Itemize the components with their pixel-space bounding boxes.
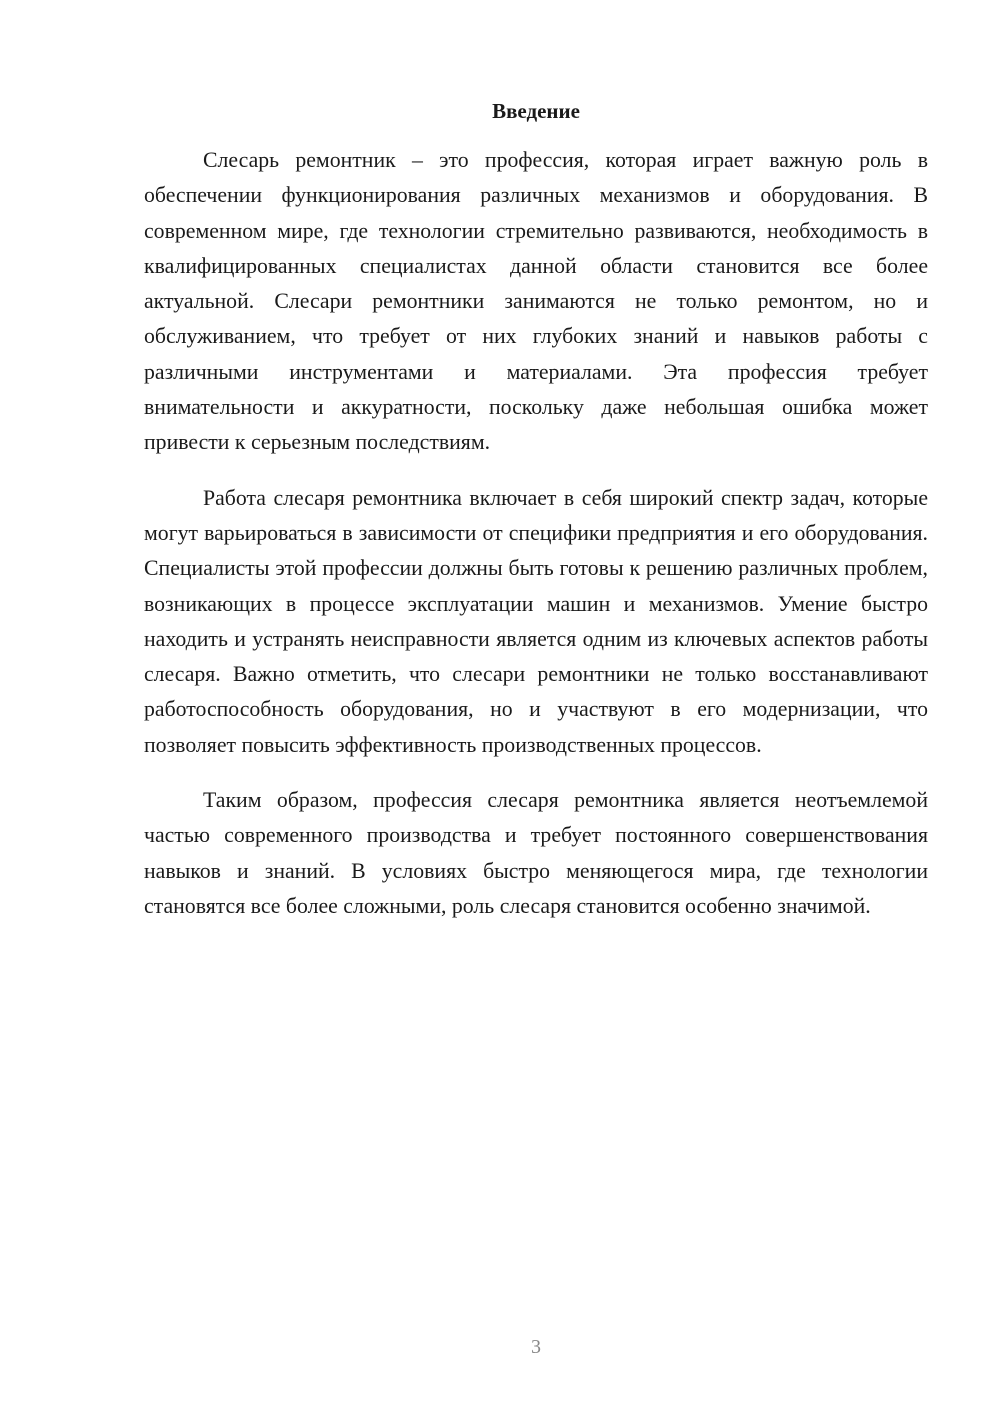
paragraph-2: Работа слесаря ремонтника включает в себя широкий спектр задач, которые могут варьироваться в зависимости от специфики предприятия и его оборудования. Специалисты этой профессии должны быть готовы к решению различных проблем, возникающих в процессе эксплуатации машин и механизмов. Умение быстро находить и устранять неисправности является одним из ключевых аспектов работы слесаря. Важно отметить, что слесари ремонтники не только восстанавливают работоспособность оборудования, но и участвуют в его модернизации, что позволяет повысить эффективность производственных процессов. [144, 485, 928, 757]
section-heading: Введение [492, 99, 580, 123]
page-number: 3 [531, 1336, 541, 1358]
paragraph-3: Таким образом, профессия слесаря ремонтника является неотъемлемой частью современного производства и требует постоянного совершенствования навыков и знаний. В условиях быстро меняющегося мира, где технологии становятся все более сложными, роль слесаря становится особенно значимой. [144, 788, 928, 918]
body-text [144, 143, 928, 944]
paragraph-1: Слесарь ремонтник – это профессия, которая играет важную роль в обеспечении функционирования различных механизмов и оборудования. В современном мире, где технологии стремительно развиваются, необходимость в квалифицированных специалистах данной области становится все более актуальной. Слесари ремонтники занимаются не только ремонтом, но и обслуживанием, что требует от них глубоких знаний и навыков работы с различными инструментами и материалами. Эта профессия требует внимательности и аккуратности, поскольку даже небольшая ошибка может привести к серьезным последствиям. [144, 148, 928, 455]
